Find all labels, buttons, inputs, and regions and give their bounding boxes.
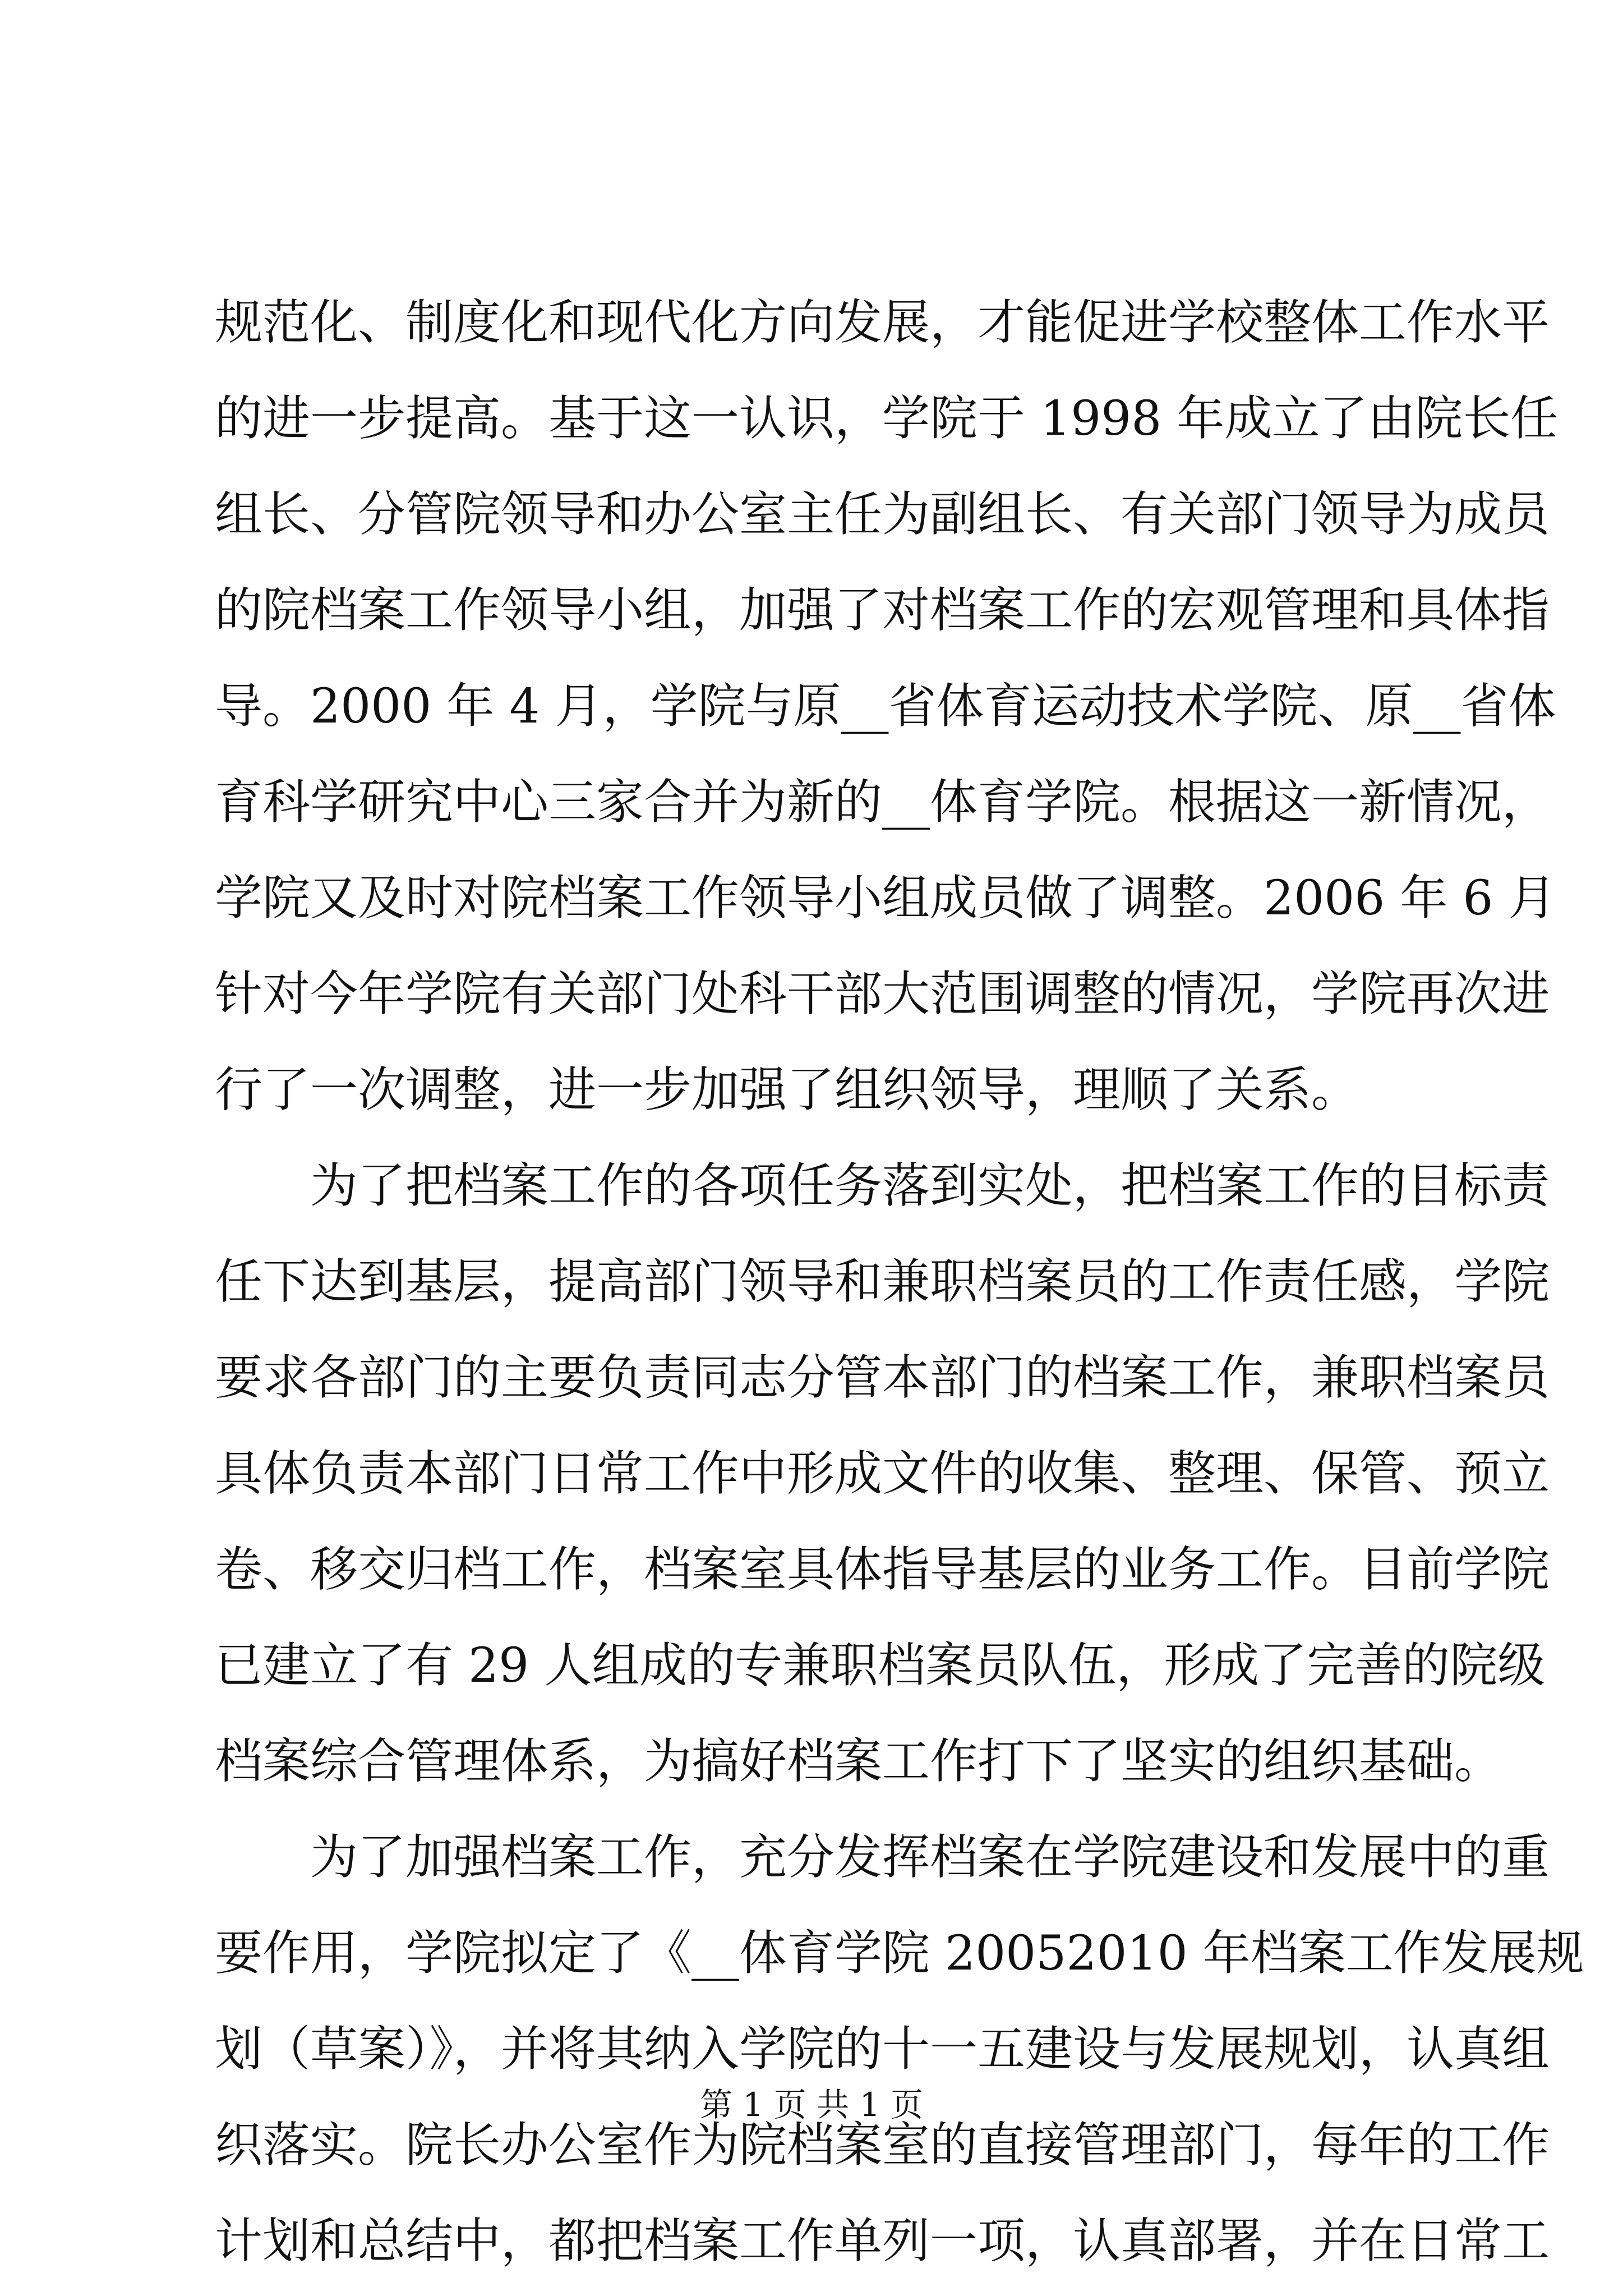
text-line: 学院又及时对院档案工作领导小组成员做了调整。2006 年 6 月 (215, 871, 1556, 926)
text-line: 要作用，学院拟定了《__体育学院 20052010 年档案工作发展规 (215, 1926, 1584, 1981)
text-line: 针对今年学院有关部门处科干部大范围调整的情况，学院再次进 (215, 967, 1550, 1022)
text-line: 导。2000 年 4 月，学院与原__省体育运动技术学院、原__省体 (215, 679, 1556, 734)
document-body (215, 275, 1584, 2289)
text-line: 要求各部门的主要负责同志分管本部门的档案工作，兼职档案员 (215, 1350, 1550, 1406)
text-line: 的院档案工作领导小组，加强了对档案工作的宏观管理和具体指 (215, 583, 1550, 638)
text-line: 育科学研究中心三家合并为新的__体育学院。根据这一新情况， (215, 775, 1550, 830)
text-line: 为了把档案工作的各项任务落到实处，把档案工作的目标责 (310, 1158, 1550, 1214)
text-line: 行了一次调整，进一步加强了组织领导，理顺了关系。 (215, 1062, 1359, 1118)
text-line: 为了加强档案工作，充分发挥档案在学院建设和发展中的重 (310, 1830, 1550, 1885)
text-line: 组长、分管院领导和办公室主任为副组长、有关部门领导为成员 (215, 487, 1550, 542)
text-line: 的进一步提高。基于这一认识，学院于 1998 年成立了由院长任 (215, 391, 1559, 447)
text-line: 划（草案）》，并将其纳入学院的十一五建设与发展规划，认真组 (215, 2022, 1550, 2077)
text-line: 织落实。院长办公室作为院档案室的直接管理部门，每年的工作 (215, 2118, 1550, 2173)
text-line: 档案综合管理体系，为搞好档案工作打下了坚实的组织基础。 (215, 1734, 1502, 1789)
text-line: 计划和总结中，都把档案工作单列一项，认真部署，并在日常工 (215, 2214, 1550, 2269)
text-line: 规范化、制度化和现代化方向发展，才能促进学校整体工作水平 (215, 295, 1550, 351)
text-line: 具体负责本部门日常工作中形成文件的收集、整理、保管、预立 (215, 1446, 1550, 1502)
text-line: 卷、移交归档工作，档案室具体指导基层的业务工作。目前学院 (215, 1542, 1550, 1598)
page-number: 第 1 页 共 1 页 (700, 2086, 923, 2124)
text-line: 已建立了有 29 人组成的专兼职档案员队伍，形成了完善的院级 (215, 1638, 1546, 1694)
text-line: 任下达到基层，提高部门领导和兼职档案员的工作责任感，学院 (215, 1254, 1550, 1310)
